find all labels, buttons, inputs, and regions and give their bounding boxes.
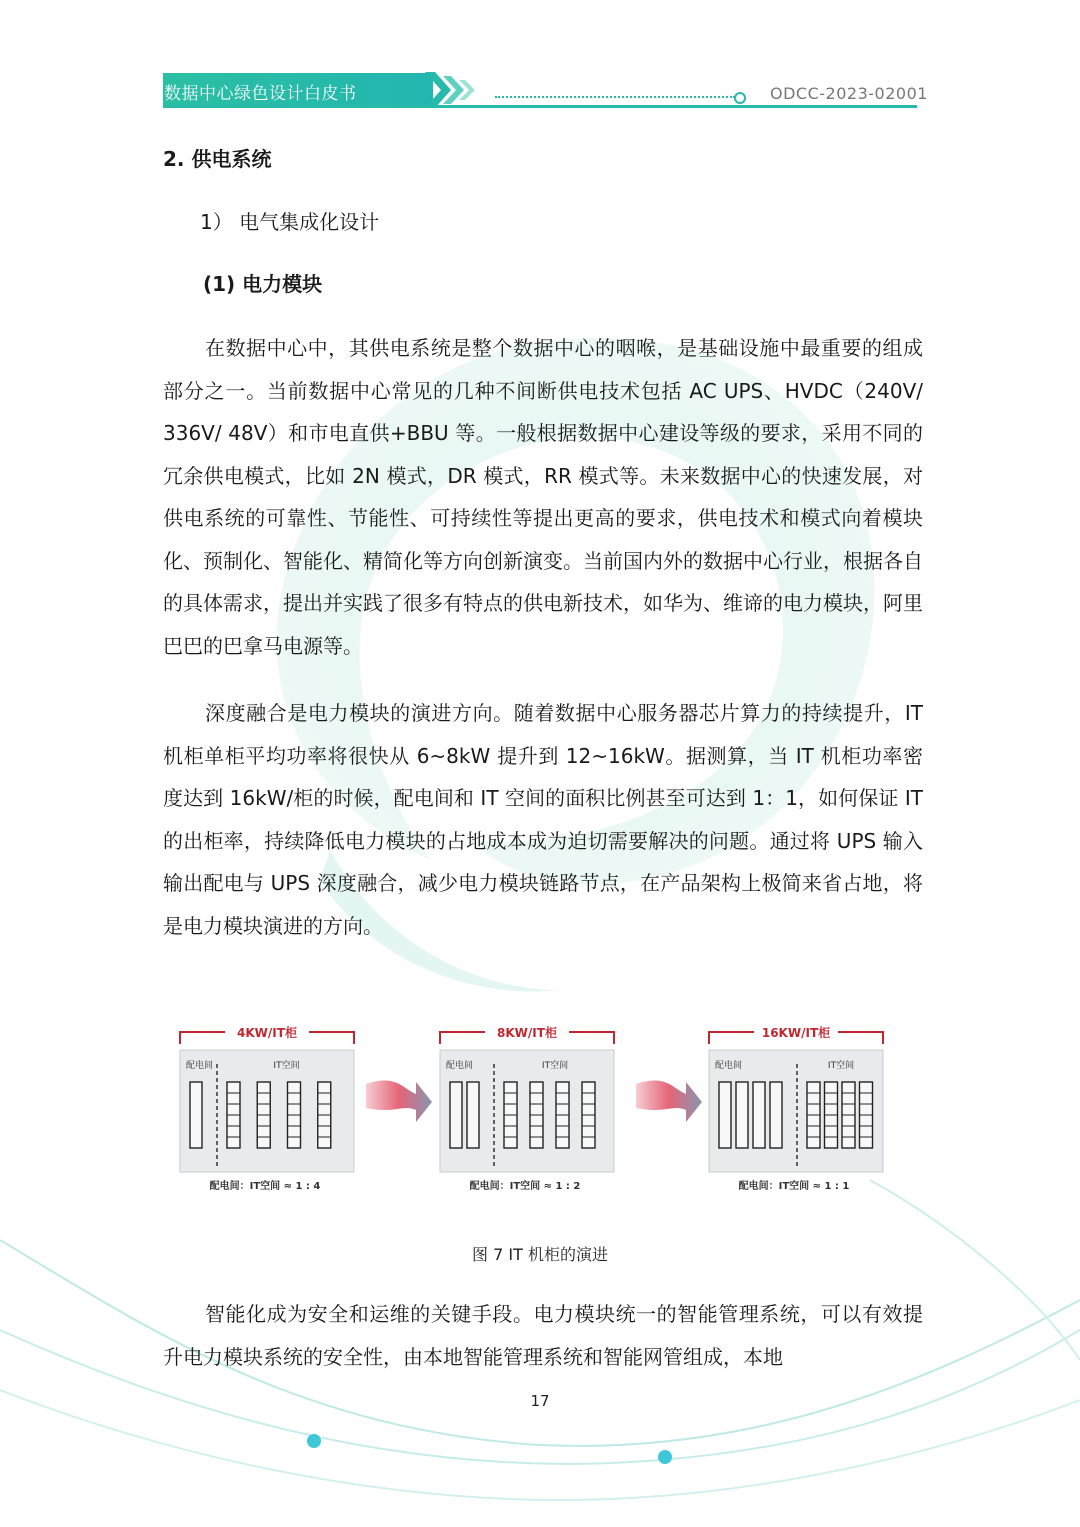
page-number: 17: [530, 1392, 550, 1410]
header-ring-icon: [734, 92, 746, 104]
evolution-arrow-icon: [366, 1081, 432, 1123]
power-cabinet: [467, 1082, 479, 1148]
power-cabinet: [770, 1082, 782, 1148]
figure-caption: 图 7 IT 机柜的演进: [472, 1245, 608, 1264]
document-code: ODCC-2023-02001: [770, 84, 928, 103]
area-ratio-label: 配电间：IT空间 ≈ 1 : 1: [738, 1181, 850, 1192]
power-cabinet: [450, 1082, 462, 1148]
power-cabinet: [719, 1082, 731, 1148]
evolution-arrow-icon: [636, 1081, 702, 1123]
panel-title: 8KW/IT柜: [497, 1026, 557, 1040]
power-cabinet: [190, 1082, 202, 1148]
header-title: 数据中心绿色设计白皮书: [164, 84, 357, 104]
panel-title: 16KW/IT柜: [761, 1026, 831, 1040]
paragraph-deep-integration: 深度融合是电力模块的演进方向。随着数据中心服务器芯片算力的持续提升，IT 机柜单柜平均功率将很快从 6~8kW 提升到 12~16kW。据测算，当 IT 机柜功率密度达到 16kW/柜的时候，配电间和 IT 空间的面积比例甚至可达到 1：1，如何保证 IT 的出柜率，持续降低电力模块的占地成本成为迫切需要解决的问题。通过将 UPS 输入输出配电与 UPS 深度融合，减少电力模块链路节点，在产品架构上极简来省占地，将是电力模块演进的方向。: [163, 701, 923, 938]
power-cabinet: [753, 1082, 765, 1148]
power-room-label: 配电间: [186, 1061, 214, 1071]
panel-title: 4KW/IT柜: [237, 1026, 297, 1040]
power-room-label: 配电间: [446, 1061, 474, 1071]
subsection-heading: 1） 电气集成化设计: [200, 210, 380, 234]
subsubsection-heading: (1) 电力模块: [203, 272, 323, 296]
header-rule: [163, 105, 917, 108]
area-ratio-label: 配电间：IT空间 ≈ 1 : 4: [209, 1181, 321, 1192]
header-dotted-rule: [495, 96, 735, 101]
paragraph-power-system: 在数据中心中，其供电系统是整个数据中心的咽喉，是基础设施中最重要的组成部分之一。当前数据中心常见的几种不间断供电技术包括 AC UPS、HVDC（240V/ 336V/ 48V）和市电直供+BBU 等。一般根据数据中心建设等级的要求，采用不同的冗余供电模式，比如 2N 模式，DR 模式，RR 模式等。未来数据中心的快速发展，对供电系统的可靠性、节能性、可持续性等提出更高的要求，供电技术和模式向着模块化、预制化、智能化、精简化等方向创新演变。当前国内外的数据中心行业，根据各自的具体需求，提出并实践了很多有特点的供电新技术，如华为、维谛的电力模块，阿里巴巴的巴拿马电源等。: [163, 336, 923, 658]
power-cabinet: [736, 1082, 748, 1148]
it-space-label: IT空间: [827, 1061, 855, 1071]
area-ratio-label: 配电间：IT空间 ≈ 1 : 2: [469, 1181, 581, 1192]
it-space-label: IT空间: [541, 1061, 569, 1071]
it-space-label: IT空间: [273, 1061, 300, 1071]
section-heading: 2. 供电系统: [163, 147, 272, 171]
paragraph-intelligence: 智能化成为安全和运维的关键手段。电力模块统一的智能管理系统，可以有效提升电力模块系统的安全性，由本地智能管理系统和智能网管组成，本地: [163, 1302, 923, 1369]
it-cabinet-evolution-figure: [170, 1022, 915, 1207]
chevron-arrows-icon: [425, 72, 487, 108]
power-room-label: 配电间: [715, 1061, 743, 1071]
